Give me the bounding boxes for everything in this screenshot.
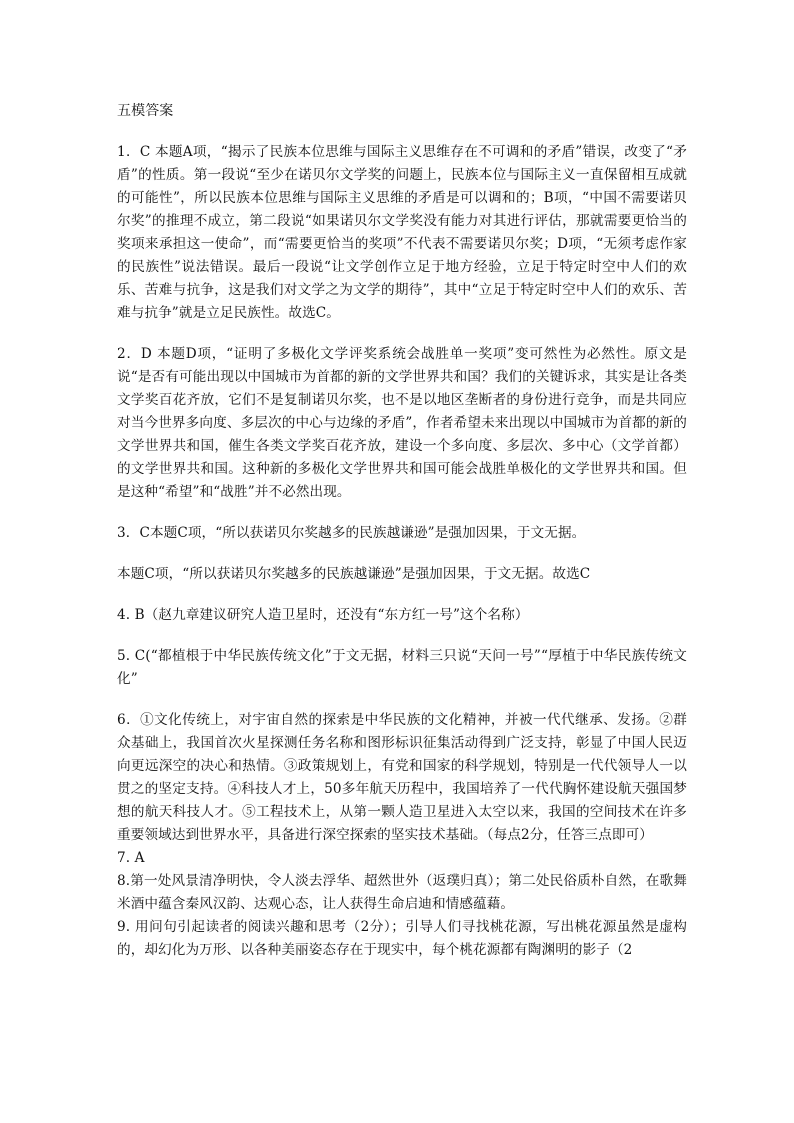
answer-document — [117, 100, 687, 962]
answer-paragraph-1: 1．C 本题A项，“揭示了民族本位思维与国际主义思维存在不可调和的矛盾”错误，改变了“矛盾”的性质。第一段说“至少在诺贝尔文学奖的问题上，民族本位与国际主义一直保留相互成就的可能性”，所以民族本位思维与国际主义思维的矛盾是可以调和的；B项，“中国不需要诺贝尔奖”的推理不成立，第二段说“如果诺贝尔文学奖没有能力对其进行评估，那就需要更恰当的奖项来承担这一使命”，而“需要更恰当的奖项”不代表不需要诺贝尔奖；D项，“无须考虑作家的民族性”说法错误。最后一段说“让文学创作立足于地方经验，立足于特定时空中人们的欢乐、苦难与抗争，这是我们对文学之为文学的期待”，其中“立足于特定时空中人们的欢乐、苦难与抗争”就是立足民族性。故选C。 — [117, 144, 687, 321]
answer-paragraph-8: 8.第一处风景清净明快，令人淡去浮华、超然世外（返璞归真）；第二处民俗质朴自然，在歌舞米酒中蕴含秦风汉韵、达观心态，让人获得生命启迪和情感蕴藉。 — [117, 873, 687, 912]
answer-paragraph-6: 6．①文化传统上，对宇宙自然的探索是中华民族的文化精神，并被一代代继承、发扬。②群众基础上，我国首次火星探测任务名称和图形标识征集活动得到广泛支持，彰显了中国人民迈向更远深空的决心和热情。③政策规划上，有党和国家的科学规划，特别是一代代领导人一以贯之的坚定支持。④科技人才上，50多年航天历程中，我国培养了一代代胸怀建设航天强国梦想的航天科技人才。⑤工程技术上，从第一颗人造卫星进入太空以来，我国的空间技术在许多重要领域达到世界水平，具备进行深空探索的坚实技术基础。（每点2分，任答三点即可） — [117, 712, 687, 843]
answer-paragraph-9: 9. 用问句引起读者的阅读兴趣和思考（2分）；引导人们寻找桃花源，写出桃花源虽然是虚构的，却幻化为万形、以各种美丽姿态存在于现实中，每个桃花源都有陶渊明的影子（2 — [117, 919, 687, 958]
answer-paragraph-3: 3．C本题C项，“所以获诺贝尔奖越多的民族越谦逊”是强加因果，于文无据。 — [117, 525, 586, 541]
answer-paragraph-3-note: 本题C项，“所以获诺贝尔奖越多的民族越谦逊”是强加因果，于文无据。故选C — [117, 566, 591, 582]
answer-paragraph-5: 5. C(“都植根于中华民族传统文化”于文无据，材料三只说“天问一号”“厚植于中华民族传统文化” — [117, 648, 687, 687]
document-title: 五模答案 — [117, 103, 174, 119]
answer-paragraph-4: 4. B（赵九章建议研究人造卫星时，还没有“东方红一号”这个名称） — [117, 607, 529, 623]
answer-paragraph-2: 2．D 本题D项，“证明了多极化文学评奖系统会战胜单一奖项”变可然性为必然性。原文是说“是否有可能出现以中国城市为首都的新的文学世界共和国？我们的关键诉求，其实是让各类文学奖百花齐放，它们不是复制诺贝尔奖，也不是以地区垄断者的身份进行竞争，而是共同应对当今世界多向度、多层次的中心与边缘的矛盾”，作者希望未来出现以中国城市为首都的新的文学世界共和国，催生各类文学奖百花齐放，建设一个多向度、多层次、多中心（文学首都）的文学世界共和国。这种新的多极化文学世界共和国可能会战胜单极化的文学世界共和国。但是这种“希望”和“战胜”并不必然出现。 — [117, 346, 687, 500]
answer-paragraph-7: 7. A — [117, 850, 145, 866]
